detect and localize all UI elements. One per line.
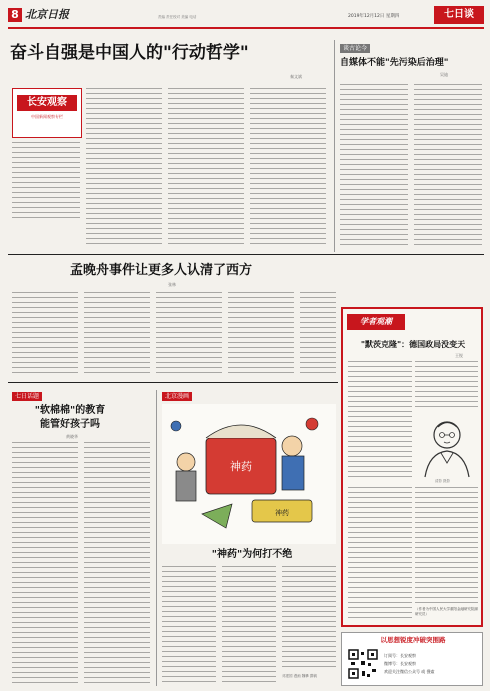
right-top-byline: 吴迪 <box>440 72 448 77</box>
cartoon <box>162 404 336 544</box>
masthead <box>8 6 484 26</box>
column-logo: 长安观察 <box>17 95 77 111</box>
bottom-mid-body-col1 <box>162 566 216 682</box>
bottom-divider <box>156 390 157 686</box>
highlight-author-note: （作者为中国人民大学重阳金融研究院副研究员） <box>415 607 478 616</box>
column-sub: 中国新闻观察专栏 <box>31 114 63 119</box>
bottom-left-byline: 黄晓华 <box>66 434 78 439</box>
right-top-title: 自媒体不能"先污染后治理" <box>340 58 449 68</box>
ad-qr-code <box>348 649 378 679</box>
highlight-box <box>341 307 483 627</box>
mid-body-col1 <box>12 292 78 374</box>
right-top-body-col2 <box>414 84 482 248</box>
editor-line: 责编 责任校对 美编 电话 <box>158 15 197 19</box>
author-portrait <box>417 413 475 481</box>
bottom-left-tag: 七日话题 <box>12 392 42 401</box>
highlight-body-bottom-1 <box>348 487 412 621</box>
highlight-tag: 学者观潮 <box>347 314 405 330</box>
highlight-title: "默茨克隆"：德国政局没变天 <box>360 340 466 349</box>
bottom-left-body-col1 <box>12 442 78 684</box>
ad-box <box>341 632 483 686</box>
highlight-body-top-1 <box>348 361 412 481</box>
column-logo-box <box>12 88 82 138</box>
mid-body-col5 <box>300 292 336 374</box>
cartoon-label-1: 神药 <box>230 460 252 473</box>
cartoon-label-2: 神药 <box>275 509 289 517</box>
bottom-mid-title: "神药"为何打不绝 <box>211 549 293 560</box>
page-number: 8 <box>8 8 22 22</box>
bottom-left-title: "软棉棉"的教育 能管好孩子吗 <box>34 405 106 430</box>
ad-line-1: 订阅号：长安观察 <box>384 653 416 658</box>
vertical-divider <box>334 40 335 252</box>
ad-line-3: 欢迎关注微信公众号 或 搜索 <box>384 669 435 674</box>
ad-title: 以思想锐度冲破突围路 <box>380 636 446 644</box>
section-name: 七日谈 <box>434 6 484 24</box>
top-article-title: 奋斗自强是中国人的"行动哲学" <box>10 43 249 63</box>
right-top-body-col1 <box>340 84 408 248</box>
bottom-mid-body-col2 <box>222 566 276 682</box>
bottom-mid-tag: 北京漫画 <box>162 392 192 401</box>
mid-article-title: 孟晚舟事件让更多人认清了西方 <box>70 263 253 278</box>
bottom-left-body-col2 <box>84 442 150 684</box>
top-body-col3 <box>168 88 244 248</box>
date: 2019年12月12日 星期四 <box>348 14 400 19</box>
highlight-author: 王锐 <box>455 353 463 358</box>
mid-body-col2 <box>84 292 150 374</box>
top-body-col4 <box>250 88 326 248</box>
section-rule-1 <box>8 254 484 255</box>
highlight-body-bottom-2 <box>415 487 478 605</box>
top-body-col2 <box>86 88 162 248</box>
mid-body-col4 <box>228 292 294 374</box>
bottom-mid-body-col3 <box>282 566 336 670</box>
section-rule-2 <box>8 382 338 383</box>
top-article-byline: 秦文斌 <box>290 74 302 79</box>
mid-body-col3 <box>156 292 222 374</box>
masthead-rule <box>8 27 484 29</box>
right-top-tag: 谈古论今 <box>340 44 370 53</box>
mid-article-byline: 张林 <box>168 282 176 287</box>
highlight-body-top-2 <box>415 361 478 409</box>
cartoon-credit: 邓建国 漫画 魏攀 撰稿 <box>282 674 317 678</box>
portrait-caption: 清影 摄影 <box>435 479 451 483</box>
top-body-col1 <box>12 142 80 220</box>
paper-name: 北京日报 <box>25 8 69 21</box>
ad-line-2: 微博号：长安观察 <box>384 661 416 666</box>
